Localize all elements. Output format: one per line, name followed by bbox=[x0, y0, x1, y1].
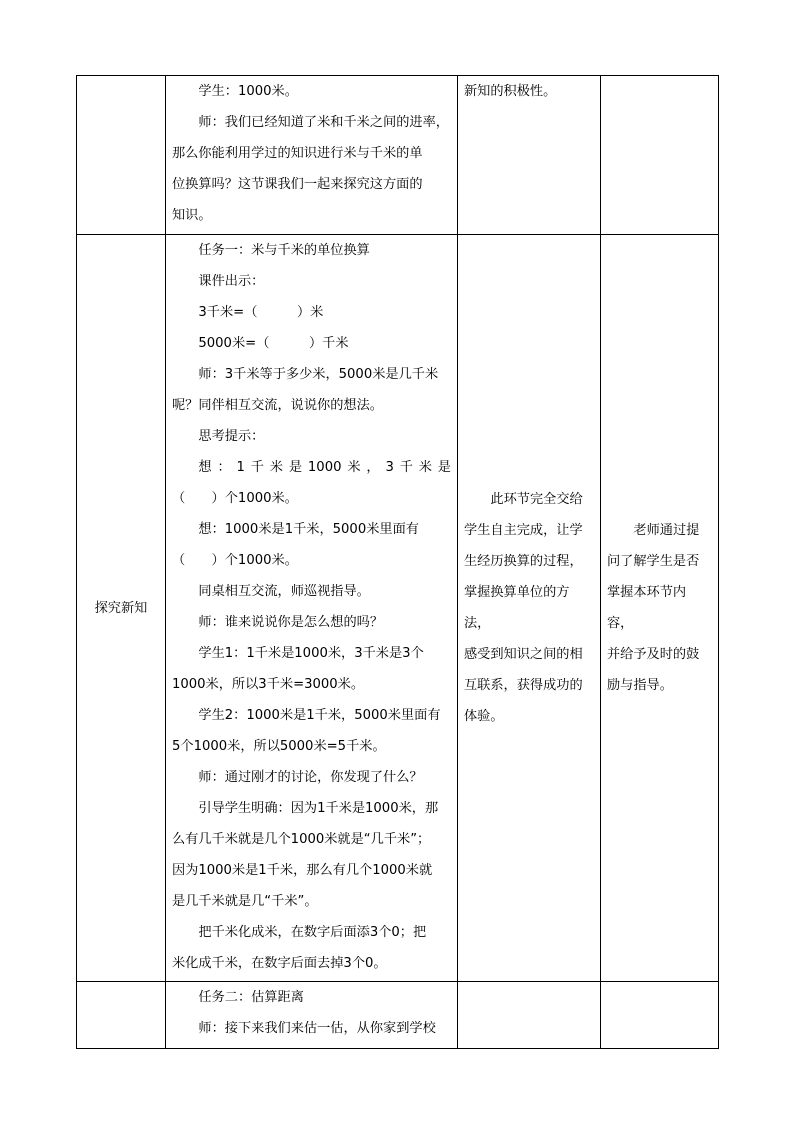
text-line: 把千米化成米，在数字后面添3个0；把 bbox=[198, 925, 427, 940]
text-line: 知识。 bbox=[172, 208, 212, 223]
note-cell bbox=[601, 76, 719, 235]
text-line: 师：谁来说说你是怎么想的吗？ bbox=[198, 615, 384, 630]
text-line: 学生：1000米。 bbox=[198, 84, 298, 99]
text-line: 想：1千米是1000米，3千米是 bbox=[198, 460, 451, 475]
text-line: 老师通过提 bbox=[633, 523, 700, 538]
text-line: 同桌相互交流，师巡视指导。 bbox=[198, 584, 370, 599]
stage-label: 探究新知 bbox=[94, 600, 148, 616]
text-line: 问了解学生是否 bbox=[607, 554, 700, 569]
stage-cell bbox=[77, 982, 166, 1049]
process-cell bbox=[166, 76, 458, 235]
text-line: 米化成千米，在数字后面去掉3个0。 bbox=[172, 956, 387, 971]
text-line: 因为1000米是1千米，那么有几个1000米就 bbox=[172, 863, 433, 878]
text-line: 引导学生明确：因为1千米是1000米，那 bbox=[198, 801, 439, 816]
text-line: 3千米=（ ）米 bbox=[198, 305, 324, 320]
text-line: 此环节完全交给 bbox=[490, 492, 583, 507]
text-line: 励与指导。 bbox=[607, 678, 673, 693]
text-line: 课件出示： bbox=[198, 274, 265, 289]
stage-cell bbox=[77, 235, 166, 982]
text-line: 学生自主完成，让学 bbox=[464, 523, 583, 538]
text-line: 并给予及时的鼓 bbox=[607, 647, 700, 662]
text-line: 1000米，所以3千米=3000米。 bbox=[172, 677, 365, 692]
text-line: 任务一：米与千米的单位换算 bbox=[198, 243, 370, 258]
text-line: 那么你能利用学过的知识进行米与千米的单 bbox=[172, 146, 423, 161]
note-cell bbox=[601, 982, 719, 1049]
text-line: 想：1000米是1千米，5000米里面有 bbox=[198, 522, 419, 537]
process-cell bbox=[166, 982, 458, 1049]
text-line: 掌握本环节内容， bbox=[607, 585, 687, 631]
text-line: 师：接下来我们来估一估，从你家到学校 bbox=[198, 1021, 436, 1036]
intent-cell bbox=[458, 235, 601, 982]
stage-cell bbox=[77, 76, 166, 235]
text-line: 师：通过刚才的讨论，你发现了什么？ bbox=[198, 770, 423, 785]
text-line: 师：我们已经知道了米和千米之间的进率， bbox=[198, 115, 449, 130]
text-line: 生经历换算的过程， bbox=[464, 554, 583, 569]
intent-cell bbox=[458, 76, 601, 235]
text-line: 是几千米就是几“千米”。 bbox=[172, 894, 318, 909]
table-row bbox=[77, 982, 719, 1049]
process-cell bbox=[166, 235, 458, 982]
text-line: 体验。 bbox=[464, 709, 504, 724]
text-line: 感受到知识之间的相 bbox=[464, 647, 583, 662]
text-line: （ ）个1000米。 bbox=[172, 553, 298, 568]
intent-cell bbox=[458, 982, 601, 1049]
text-line: 么有几千米就是几个1000米就是“几千米”； bbox=[172, 832, 431, 847]
text-line: （ ）个1000米。 bbox=[172, 491, 298, 506]
text-line: 位换算吗？这节课我们一起来探究这方面的 bbox=[172, 177, 423, 192]
text-line: 思考提示： bbox=[198, 429, 265, 444]
table-row bbox=[77, 235, 719, 982]
text-line: 掌握换算单位的方法， bbox=[464, 585, 570, 631]
text-line: 5000米=（ ）千米 bbox=[198, 336, 349, 351]
text-line: 呢？同伴相互交流，说说你的想法。 bbox=[172, 398, 383, 413]
text-line: 任务二：估算距离 bbox=[198, 990, 304, 1005]
lesson-plan-table bbox=[76, 75, 719, 1049]
note-cell bbox=[601, 235, 719, 982]
text-line: 学生2：1000米是1千米，5000米里面有 bbox=[198, 708, 441, 723]
text-line: 师：3千米等于多少米，5000米是几千米 bbox=[198, 367, 439, 382]
text-line: 5个1000米，所以5000米=5千米。 bbox=[172, 739, 386, 754]
text-line: 互联系，获得成功的 bbox=[464, 678, 583, 693]
text-line: 学生1：1千米是1000米，3千米是3个 bbox=[198, 646, 424, 661]
text-line: 新知的积极性。 bbox=[464, 84, 557, 99]
table-row bbox=[77, 76, 719, 235]
